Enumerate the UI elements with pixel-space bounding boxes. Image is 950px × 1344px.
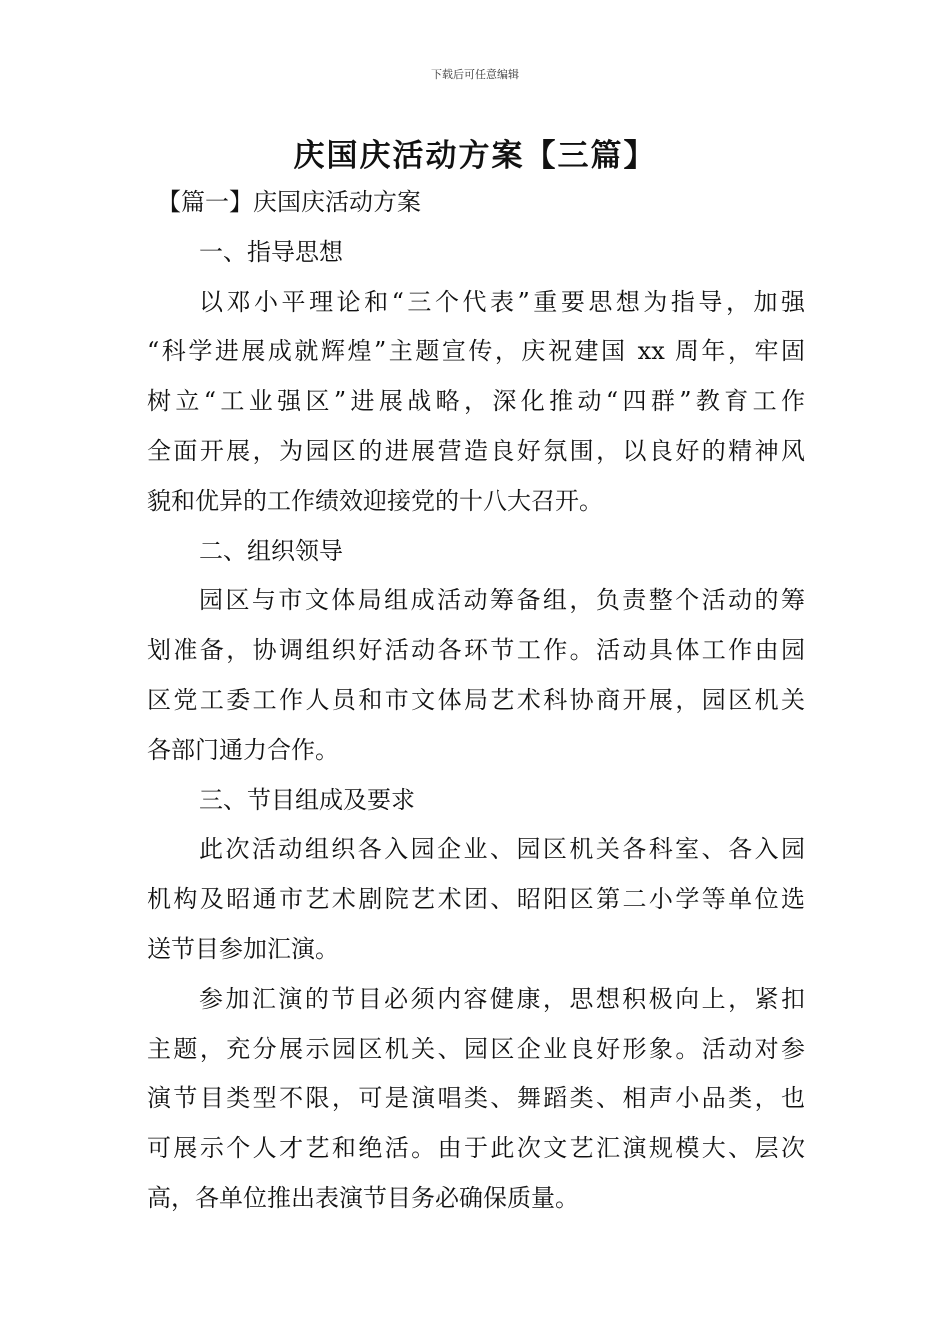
paragraph-line: 园区与市文体局组成活动筹备组，负责整个活动的筹 xyxy=(199,586,805,615)
paragraph-line: 演节目类型不限，可是演唱类、舞蹈类、相声小品类，也 xyxy=(147,1084,805,1113)
paragraph-line: 全面开展，为园区的进展营造良好氛围，以良好的精神风 xyxy=(147,436,805,465)
paragraph-line: 送节目参加汇演。 xyxy=(147,934,339,963)
paragraph-line: 区党工委工作人员和市文体局艺术科协商开展，园区机关 xyxy=(147,685,805,714)
section-subtitle: 【篇一】庆国庆活动方案 xyxy=(157,188,421,216)
heading-organization: 二、组织领导 xyxy=(199,536,343,565)
paragraph-line: 参加汇演的节目必须内容健康，思想积极向上，紧扣 xyxy=(199,984,805,1013)
heading-program-requirements: 三、节目组成及要求 xyxy=(199,785,415,814)
paragraph-line: 主题，充分展示园区机关、园区企业良好形象。活动对参 xyxy=(147,1034,805,1063)
paragraph-line: 高，各单位推出表演节目务必确保质量。 xyxy=(147,1183,579,1212)
heading-guiding-ideology: 一、指导思想 xyxy=(199,237,343,266)
paragraph-line: 可展示个人才艺和绝活。由于此次文艺汇演规模大、层次 xyxy=(147,1134,805,1163)
paragraph-line: 以邓小平理论和“三个代表”重要思想为指导，加强 xyxy=(199,287,805,316)
paragraph-line: 机构及昭通市艺术剧院艺术团、昭阳区第二小学等单位选 xyxy=(147,885,805,914)
page-header: 下载后可任意编辑 xyxy=(431,68,519,81)
paragraph-line: 树立“工业强区”进展战略，深化推动“四群”教育工作 xyxy=(147,387,805,416)
document-title: 庆国庆活动方案【三篇】 xyxy=(293,138,657,174)
document-body xyxy=(147,178,805,1224)
paragraph-line: 貌和优异的工作绩效迎接党的十八大召开。 xyxy=(147,486,603,515)
paragraph-line: 各部门通力合作。 xyxy=(147,735,339,764)
paragraph-line: 此次活动组织各入园企业、园区机关各科室、各入园 xyxy=(199,835,805,864)
paragraph-line: “科学进展成就辉煌”主题宣传，庆祝建国 xx 周年，牢固 xyxy=(147,337,805,366)
paragraph-line: 划准备，协调组织好活动各环节工作。活动具体工作由园 xyxy=(147,636,805,665)
